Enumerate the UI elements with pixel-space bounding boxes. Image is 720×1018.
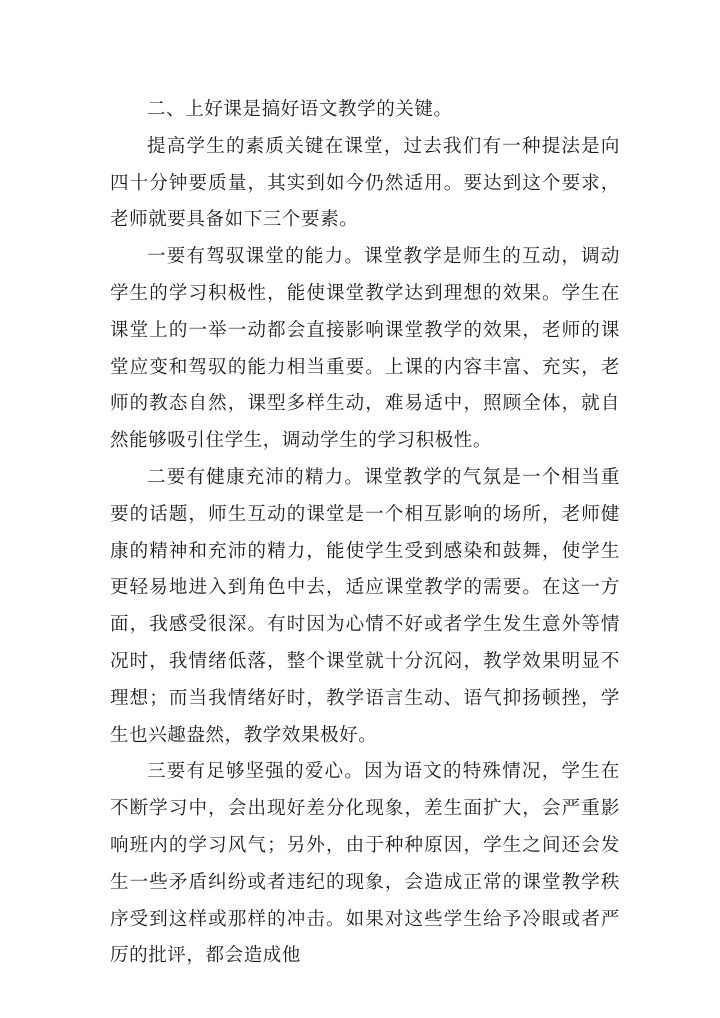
paragraph-energy: 二要有健康充沛的精力。课堂教学的气氛是一个相当重要的话题，师生互动的课堂是一个相互影响的场所，老师健康的精神和充沛的精力，能使学生受到感染和鼓舞，使学生更轻易地进入到角色中去，适应课堂教学的需要。在这一方面，我感受很深。有时因为心情不好或者学生发生意外等情况时，我情绪低落，整个课堂就十分沉闷，教学效果明显不理想；而当我情绪好时，教学语言生动、语气抑扬顿挫，学生也兴趣盎然，教学效果极好。 [110,466,620,746]
document-body [110,92,620,975]
paragraph-intro: 提高学生的素质关键在课堂，过去我们有一种提法是向四十分钟要质量，其实到如今仍然适用。要达到这个要求，老师就要具备如下三个要素。 [110,135,620,231]
section-heading: 二、上好课是搞好语文教学的关键。 [147,99,453,120]
paragraph-control-classroom: 一要有驾驭课堂的能力。课堂教学是师生的互动，调动学生的学习积极性，能使课堂教学达到理想的效果。学生在课堂上的一举一动都会直接影响课堂教学的效果，老师的课堂应变和驾驭的能力相当重要。上课的内容丰富、充实，老师的教态自然，课型多样生动，难易适中，照顾全体，就自然能够吸引住学生，调动学生的学习积极性。 [110,246,620,452]
paragraph-love: 三要有足够坚强的爱心。因为语文的特殊情况，学生在不断学习中，会出现好差分化现象，差生面扩大，会严重影响班内的学习风气；另外，由于种种原因，学生之间还会发生一些矛盾纠纷或者违纪的现象，会造成正常的课堂教学秩序受到这样或那样的冲击。如果对这些学生给予冷眼或者严厉的批评，都会造成他 [110,761,620,967]
